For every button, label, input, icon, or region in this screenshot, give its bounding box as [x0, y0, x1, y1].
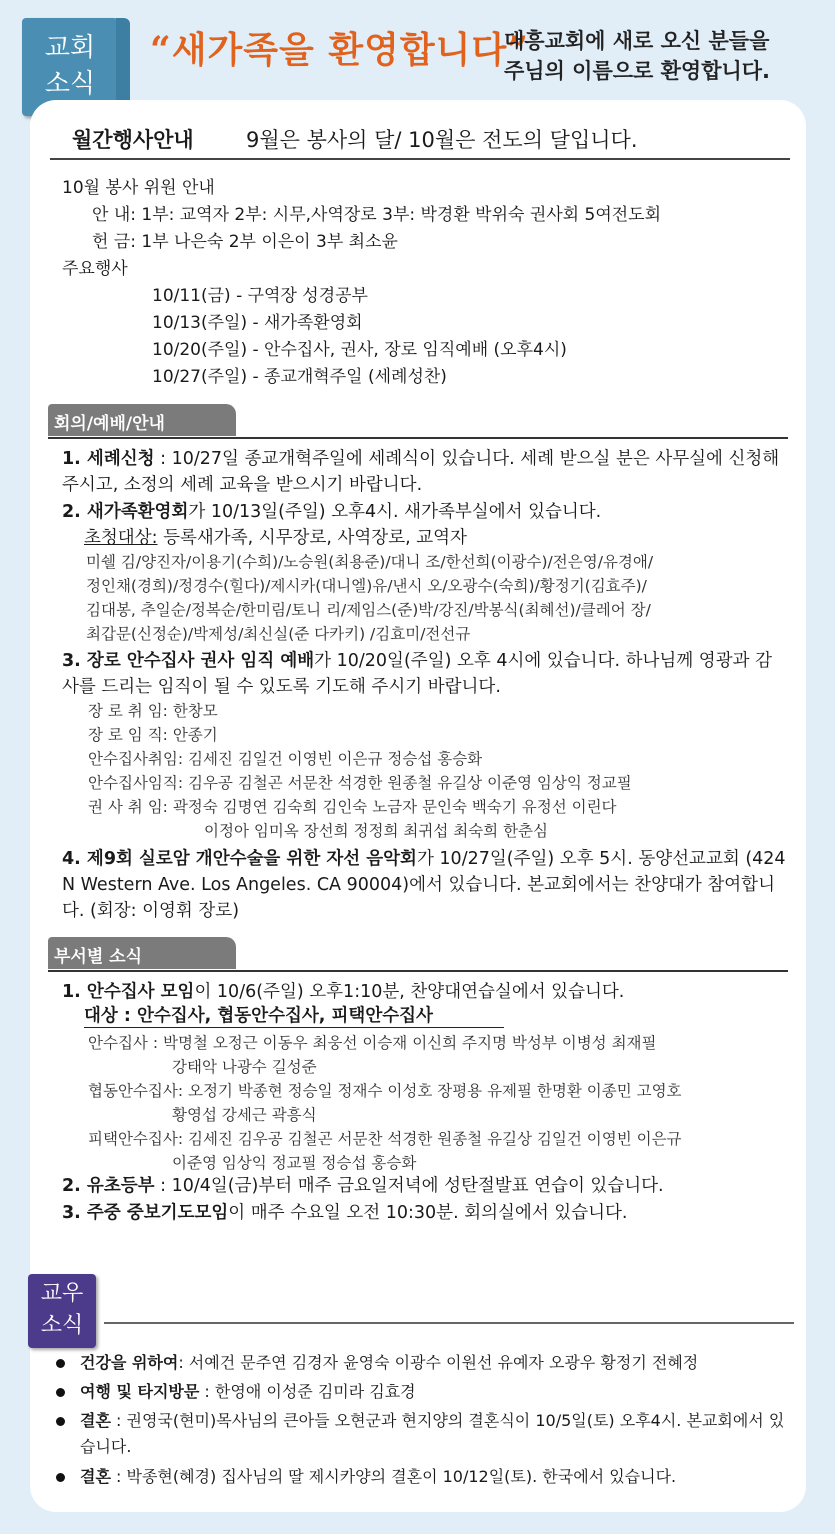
member-news-item — [56, 1464, 796, 1490]
service-guide: 안 내: 1부: 교역자 2부: 시무,사역장로 3부: 박경환 박위숙 권사회 5여전도회 — [92, 205, 662, 225]
member-item-title: 여행 및 타지방문 — [80, 1382, 200, 1401]
event-item: 10/13(주일) - 새가족환영회 — [152, 313, 363, 333]
tag-line-2: 소식 — [44, 69, 96, 99]
member-news-tag — [28, 1274, 96, 1348]
dept-target: 대상 : 안수집사, 협동안수집사, 피택안수집사 — [84, 1005, 504, 1028]
dept-item-2 — [62, 1173, 786, 1199]
member-tag-line-1: 교우 — [40, 1281, 84, 1306]
meeting-item-4 — [62, 846, 786, 924]
group-line: 안수집사 : 박명철 오정근 이동우 최웅선 이승재 이신희 주지명 박성부 이병성 최재필 — [88, 1034, 657, 1052]
meeting-section-rule — [48, 437, 788, 439]
welcome-subtitle-line-2: 주님의 이름으로 환영합니다. — [504, 59, 771, 83]
group-line: 황영섭 강세근 곽흥식 — [172, 1106, 317, 1124]
meeting-item-3-text: 가 10/20일(주일) 오후 4시에 있습니다. 하나님께 영광과 감사를 드리는 임직이 될 수 있도록 기도해 주시기 바랍니다. — [62, 651, 772, 697]
member-item-text: : 권영국(현미)목사님의 큰아들 오현군과 현지양의 결혼식이 10/5일(토) 오후4시. 본교회에서 있습니다. — [80, 1411, 785, 1456]
dept-item-1-text: 이 10/6(주일) 오후1:10분, 찬양대연습실에서 있습니다. — [194, 982, 625, 1002]
dept-item-1 — [62, 979, 786, 1005]
event-item: 10/27(주일) - 종교개혁주일 (세례성찬) — [152, 367, 447, 387]
meeting-item-4-title: 4. 제9회 실로암 개안수술을 위한 자선 음악회 — [62, 849, 417, 869]
invite-names-line: 최갑문(신정순)/박제성/최신실(준 다카키) /김효미/전선규 — [86, 625, 471, 643]
dept-item-2-title: 2. 유초등부 — [62, 1176, 155, 1196]
monthly-value: 9월은 봉사의 달/ 10월은 전도의 달입니다. — [246, 128, 638, 152]
member-item-title: 건강을 위하여 — [80, 1353, 179, 1372]
meeting-item-2 — [62, 499, 786, 525]
dept-item-3-title: 3. 주중 중보기도모임 — [62, 1203, 229, 1223]
ordination-line: 안수집사취임: 김세진 김일건 이영빈 이은규 정승섭 홍승화 — [88, 750, 483, 768]
member-news-rule — [104, 1322, 794, 1324]
invite-label: 초청대상: — [84, 528, 158, 548]
invite-line — [84, 525, 784, 551]
monthly-events-bar — [50, 120, 790, 160]
member-news-item — [56, 1408, 796, 1460]
welcome-subtitle — [504, 26, 822, 86]
meeting-item-3-title: 3. 장로 안수집사 권사 임직 예배 — [62, 651, 315, 671]
meeting-item-3 — [62, 648, 786, 700]
event-item: 10/20(주일) - 안수집사, 권사, 장로 임직예배 (오후4시) — [152, 340, 567, 360]
events-title: 주요행사 — [62, 259, 128, 279]
dept-item-1-title: 1. 안수집사 모임 — [62, 982, 195, 1002]
ordination-line: 안수집사임직: 김우공 김철곤 서문찬 석경한 원종철 유길상 이준영 임상익 정교필 — [88, 774, 632, 792]
ordination-line: 이정아 임미옥 장선희 정정희 최귀섭 최숙희 한춘심 — [204, 822, 548, 840]
dept-item-3-text: 이 매주 수요일 오전 10:30분. 회의실에서 있습니다. — [228, 1203, 628, 1223]
service-offering: 헌 금: 1부 나은숙 2부 이은이 3부 최소윤 — [92, 232, 398, 252]
dept-item-2-text: : 10/4일(금)부터 매주 금요일저녁에 성탄절발표 연습이 있습니다. — [154, 1176, 664, 1196]
member-item-text: : 한영애 이성준 김미라 김효경 — [199, 1382, 416, 1401]
group-line: 이준영 임상익 정교필 정승섭 홍승화 — [172, 1154, 417, 1172]
ordination-line: 장 로 취 임: 한창모 — [88, 702, 218, 720]
meeting-item-2-title: 2. 새가족환영회 — [62, 502, 189, 522]
group-line: 강태악 나광수 길성준 — [172, 1058, 317, 1076]
dept-item-3 — [62, 1200, 786, 1226]
member-news-item — [56, 1350, 796, 1376]
bullet-icon — [56, 1417, 65, 1426]
invite-value: 등록새가족, 시무장로, 사역장로, 교역자 — [157, 528, 467, 548]
meeting-item-1-text: : 10/27일 종교개혁주일에 세례식이 있습니다. 세례 받으실 분은 사무실에 신청해 주시고, 소정의 세례 교육을 받으시기 바랍니다. — [62, 449, 780, 495]
ordination-line: 장 로 임 직: 안종기 — [88, 726, 218, 744]
invite-names-line: 김대봉, 추일순/정복순/한미림/토니 리/제임스(준)박/강진/박봉식(최혜선)/클레어 장/ — [86, 601, 651, 619]
bullet-icon — [56, 1388, 65, 1397]
dept-section-rule — [48, 970, 788, 972]
member-news-item — [56, 1379, 796, 1405]
meeting-item-4-text: 가 10/27일(주일) 오후 5시. 동양선교교회 (424 N Western Ave. Los Angeles. CA 90004)에서 있습니다. 본교회에서는 찬양대가 참여합니다. (회장: 이영휘 장로) — [62, 849, 786, 921]
invite-names-line: 정인채(경희)/정경수(힐다)/제시카(대니엘)유/낸시 오/오광수(숙희)/황정기(김효주)/ — [86, 577, 647, 595]
meeting-item-1-title: 1. 세례신청 — [62, 449, 155, 469]
monthly-label: 월간행사안내 — [72, 128, 194, 152]
group-line: 피택안수집사: 김세진 김우공 김철곤 서문찬 석경한 원종철 유길상 김일건 이영빈 이은규 — [88, 1130, 682, 1148]
invite-names-line: 미쉘 김/양진자/이용기(수희)/노승원(최용준)/대니 조/한선희(이광수)/전은영/유경애/ — [86, 553, 654, 571]
member-item-title: 결혼 — [80, 1467, 111, 1486]
group-line: 협동안수집사: 오정기 박종현 정승일 정재수 이성호 장평용 유제필 한명환 이종민 고영호 — [88, 1082, 682, 1100]
member-item-title: 결혼 — [80, 1411, 111, 1430]
meeting-item-2-text: 가 10/13일(주일) 오후4시. 새가족부실에서 있습니다. — [188, 502, 602, 522]
service-title: 10월 봉사 위원 안내 — [62, 178, 215, 198]
member-tag-line-2: 소식 — [40, 1313, 84, 1338]
member-item-text: : 서예건 문주연 김경자 윤영숙 이광수 이원선 유예자 오광우 황정기 전혜정 — [178, 1353, 699, 1372]
meeting-section-tab: 회의/예배/안내 — [48, 404, 236, 436]
member-item-text: : 박종현(혜경) 집사님의 딸 제시카양의 결혼이 10/12일(토). 한국에서 있습니다. — [110, 1467, 677, 1486]
dept-section-tab: 부서별 소식 — [48, 937, 236, 969]
welcome-title: “새가족을 환영합니다” — [150, 29, 529, 71]
bullet-icon — [56, 1473, 65, 1482]
meeting-item-1 — [62, 446, 786, 498]
ordination-line: 권 사 취 임: 곽정숙 김명연 김숙희 김인숙 노금자 문인숙 백숙기 유정선 이린다 — [88, 798, 617, 816]
bullet-icon — [56, 1359, 65, 1368]
tag-line-1: 교회 — [44, 33, 96, 63]
event-item: 10/11(금) - 구역장 성경공부 — [152, 286, 368, 306]
welcome-subtitle-line-1: 대흥교회에 새로 오신 분들을 — [504, 29, 770, 53]
